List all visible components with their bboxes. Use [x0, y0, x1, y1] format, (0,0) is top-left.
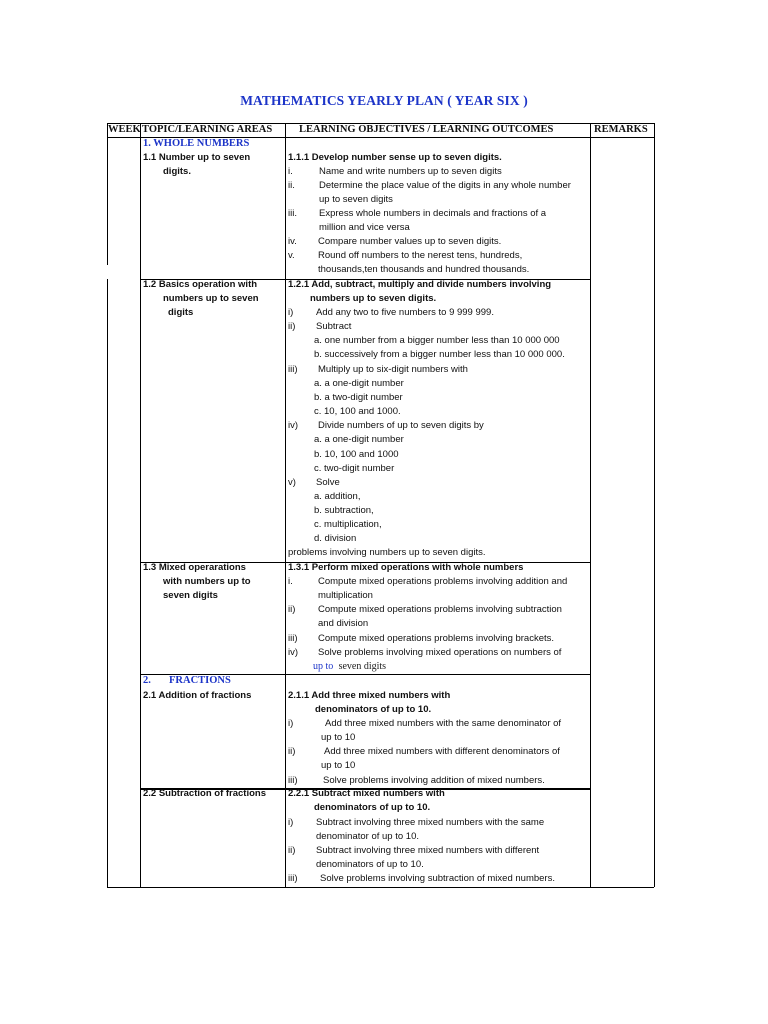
- list-marker: v.: [288, 250, 295, 261]
- topic-1-1-line1: 1.1 Number up to seven: [143, 152, 251, 163]
- header-objectives: LEARNING OBJECTIVES / LEARNING OUTCOMES: [299, 124, 554, 135]
- list-item: Compute mixed operations problems involving brackets.: [318, 633, 555, 644]
- topic-1-2-line2: numbers up to seven: [163, 293, 259, 304]
- list-marker: ii): [288, 604, 296, 615]
- list-subitem: b. successively from a bigger number less than 10 000 000.: [314, 349, 565, 360]
- list-item: Divide numbers of up to seven digits by: [318, 420, 484, 431]
- list-item: up to seven digits: [319, 194, 393, 205]
- objective-1-1-1-head: 1.1.1 Develop number sense up to seven digits.: [288, 152, 502, 163]
- list-marker: ii.: [288, 180, 295, 191]
- list-item: Compute mixed operations problems involving addition and: [318, 576, 568, 587]
- topic-1-2-line3: digits: [168, 307, 194, 318]
- section-heading-whole-numbers: 1. WHOLE NUMBERS: [143, 138, 250, 149]
- list-item-tail: problems involving numbers up to seven digits.: [288, 547, 486, 558]
- list-item: Solve problems involving mixed operations on numbers of: [318, 647, 562, 658]
- list-marker: i): [288, 307, 294, 318]
- objective-1-2-1-head-cont: numbers up to seven digits.: [310, 293, 437, 304]
- list-subitem: b. subtraction,: [314, 505, 374, 516]
- list-marker: iv.: [288, 236, 297, 247]
- page-title: MATHEMATICS YEARLY PLAN ( YEAR SIX ): [240, 93, 528, 108]
- list-marker: i): [288, 817, 294, 828]
- list-subitem: a. one number from a bigger number less than 10 000 000: [314, 335, 560, 346]
- list-item: Compute mixed operations problems involving subtraction: [318, 604, 562, 615]
- list-item: Solve problems involving addition of mixed numbers.: [323, 775, 545, 786]
- list-marker: i): [288, 718, 294, 729]
- list-item: million and vice versa: [319, 222, 410, 233]
- objective-2-2-1-head: 2.2.1 Subtract mixed numbers with: [288, 788, 445, 799]
- list-marker: iv): [288, 647, 299, 658]
- list-marker: iii): [288, 873, 298, 884]
- topic-2-2: 2.2 Subtraction of fractions: [143, 788, 266, 799]
- list-item: Name and write numbers up to seven digits: [319, 166, 502, 177]
- list-item-cont-black: seven digits: [338, 661, 387, 672]
- section-number-fractions: 2.: [143, 675, 151, 686]
- list-item: up to 10: [321, 732, 356, 743]
- list-subitem: b. a two-digit number: [314, 392, 403, 403]
- list-marker: i.: [288, 166, 293, 177]
- topic-1-2-line1: 1.2 Basics operation with: [143, 279, 258, 290]
- topic-2-1: 2.1 Addition of fractions: [143, 690, 252, 701]
- list-marker: ii): [288, 845, 296, 856]
- topic-1-3-line2: with numbers up to: [163, 576, 251, 587]
- objective-2-1-1-head: 2.1.1 Add three mixed numbers with: [288, 690, 451, 701]
- list-item: Add three mixed numbers with different denominators of: [324, 746, 560, 757]
- objective-1-2-1-head: 1.2.1 Add, subtract, multiply and divide numbers involving: [288, 279, 552, 290]
- list-item: Subtract: [316, 321, 352, 332]
- list-item: Round off numbers to the nerest tens, hundreds,: [318, 250, 523, 261]
- list-subitem: c. 10, 100 and 1000.: [314, 406, 401, 417]
- list-subitem: c. two-digit number: [314, 463, 395, 474]
- list-item: Add any two to five numbers to 9 999 999.: [316, 307, 494, 318]
- section-heading-fractions: FRACTIONS: [169, 675, 231, 686]
- list-item: Solve problems involving subtraction of mixed numbers.: [320, 873, 555, 884]
- list-item: multiplication: [318, 590, 373, 601]
- list-subitem: a. a one-digit number: [314, 378, 404, 389]
- list-item: Solve: [316, 477, 340, 488]
- list-marker: iii.: [288, 208, 297, 219]
- topic-1-3-line3: seven digits: [163, 590, 218, 601]
- list-marker: ii): [288, 746, 296, 757]
- topic-1-1-line2: digits.: [163, 166, 191, 177]
- list-subitem: d. division: [314, 533, 357, 544]
- list-item: Multiply up to six-digit numbers with: [318, 364, 468, 375]
- list-item: Subtract involving three mixed numbers with the same: [316, 817, 545, 828]
- list-marker: iv): [288, 420, 299, 431]
- list-marker: iii): [288, 633, 298, 644]
- list-item: Compare number values up to seven digits.: [318, 236, 502, 247]
- header-week: WEEK: [108, 124, 141, 135]
- header-remarks: REMARKS: [594, 124, 648, 135]
- topic-1-3-line1: 1.3 Mixed operarations: [143, 562, 246, 573]
- list-marker: iii): [288, 364, 298, 375]
- objective-2-2-1-head-cont: denominators of up to 10.: [314, 802, 431, 813]
- list-item: denominators of up to 10.: [316, 859, 424, 870]
- list-marker: v): [288, 477, 296, 488]
- list-item: Express whole numbers in decimals and fractions of a: [319, 208, 547, 219]
- list-item: Determine the place value of the digits in any whole number: [319, 180, 571, 191]
- objective-1-3-1-head: 1.3.1 Perform mixed operations with whole numbers: [288, 562, 524, 573]
- list-item-cont: [313, 660, 386, 674]
- objective-2-1-1-head-cont: denominators of up to 10.: [315, 704, 432, 715]
- list-subitem: a. addition,: [314, 491, 361, 502]
- list-item: and division: [318, 618, 369, 629]
- list-item: Subtract involving three mixed numbers with different: [316, 845, 540, 856]
- list-item: Add three mixed numbers with the same denominator of: [325, 718, 562, 729]
- list-item: up to 10: [321, 760, 356, 771]
- list-item-cont-blue: up to: [313, 661, 334, 672]
- list-marker: ii): [288, 321, 296, 332]
- list-marker: iii): [288, 775, 298, 786]
- list-subitem: c. multiplication,: [314, 519, 382, 530]
- list-item: thousands,ten thousands and hundred thousands.: [318, 264, 530, 275]
- list-marker: i.: [288, 576, 293, 587]
- list-subitem: b. 10, 100 and 1000: [314, 449, 399, 460]
- list-item: denominator of up to 10.: [316, 831, 419, 842]
- header-topic: TOPIC/LEARNING AREAS: [142, 124, 273, 135]
- list-subitem: a. a one-digit number: [314, 434, 404, 445]
